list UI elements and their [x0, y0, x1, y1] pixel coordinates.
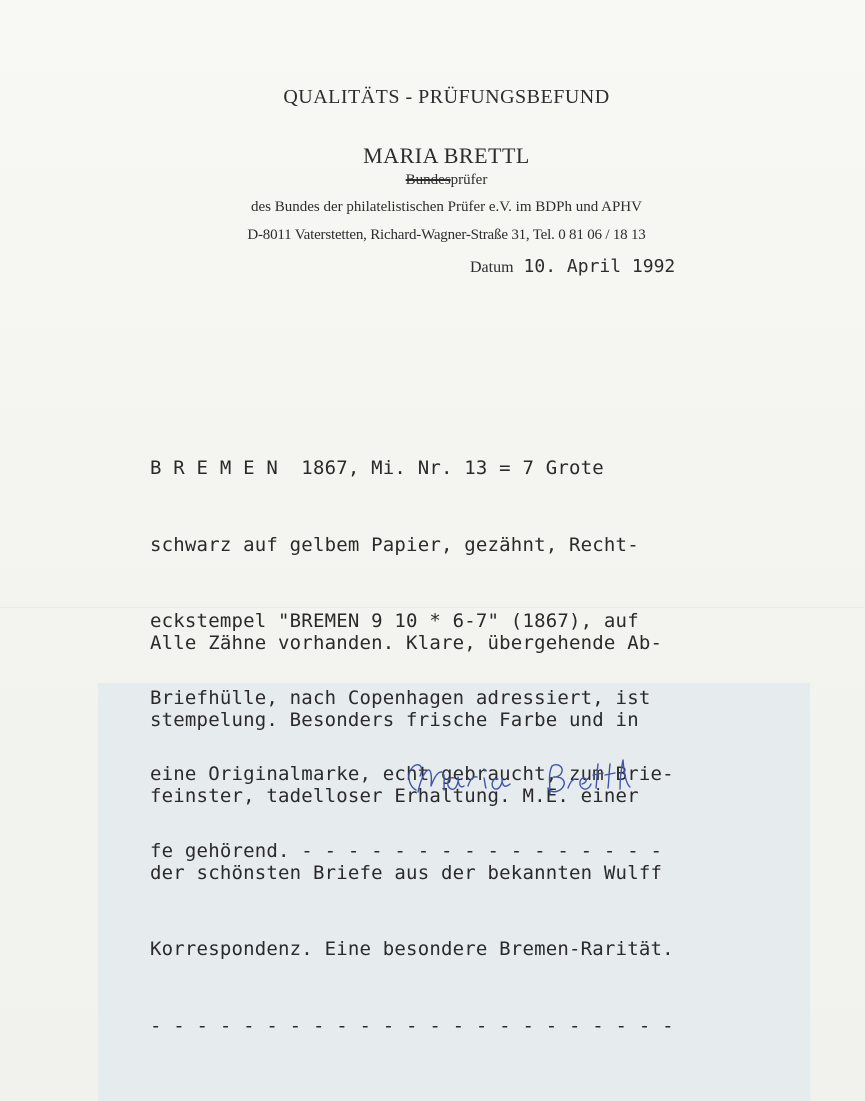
text-line: eine Originalmarke, echt gebraucht, zum Brie- — [150, 763, 674, 785]
certificate-title: QUALITÄTS - PRÜFUNGSBEFUND — [283, 86, 610, 108]
text-line: Briefhülle, nach Copenhagen adressiert, ist — [150, 686, 651, 709]
date-label: Datum — [470, 259, 514, 276]
association-line: des Bundes der philatelistischen Prüfer e.V. im BDPh und APHV — [251, 199, 642, 215]
text-line: der schönsten Briefe aus der bekannten Wulff — [150, 861, 663, 884]
text-line: eckstempel "BREMEN 9 10 * 6-7" (1867), auf — [150, 610, 639, 632]
text-line: feinster, tadelloser Erhaltung. M.E. einer — [150, 785, 639, 807]
text-line: - - - - - - - - - - - - - - - - - - - - - - - — [150, 1014, 674, 1037]
description-paragraph-2 — [150, 580, 674, 1090]
examiner-name: MARIA BRETTL — [363, 143, 530, 168]
date-value: 10. April 1992 — [523, 256, 676, 277]
role-struck-prefix: Bundes — [405, 172, 451, 188]
text-line: Korrespondenz. Eine besondere Bremen-Rarität. — [150, 938, 674, 960]
role-suffix: prüfer — [450, 172, 488, 188]
text-line: Alle Zähne vorhanden. Klare, übergehende Ab- — [150, 632, 663, 654]
text-line: B R E M E N 1867, Mi. Nr. 13 = 7 Grote — [150, 457, 604, 479]
text-line: fe gehörend. - - - - - - - - - - - - - - - - — [150, 839, 663, 862]
address-line: D-8011 Vaterstetten, Richard-Wagner-Straße 31, Tel. 0 81 06 / 18 13 — [247, 227, 646, 243]
examiner-role — [14, 172, 865, 189]
text-line: schwarz auf gelbem Papier, gezähnt, Recht- — [150, 533, 639, 556]
date-row — [470, 256, 675, 277]
text-line: stempelung. Besonders frische Farbe und in — [150, 708, 639, 731]
handwritten-signature — [398, 742, 658, 822]
